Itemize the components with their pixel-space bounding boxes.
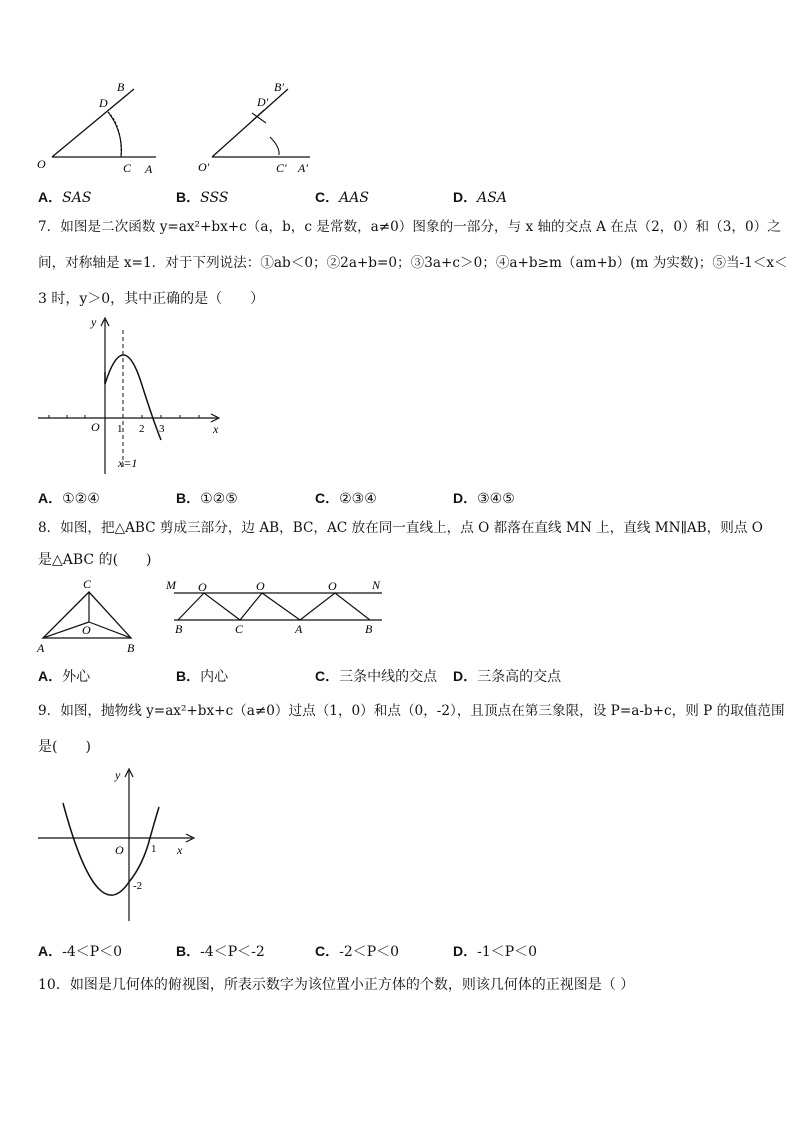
q9-text-line2: 是( ) (38, 739, 91, 755)
q7-option-a[interactable] (38, 488, 100, 508)
label-C: C (123, 161, 132, 175)
graph-y-label: y (115, 768, 121, 782)
option-letter: A． (38, 668, 63, 684)
q7-text-line2: 间，对称轴是 x=1．对于下列说法：①ab＜0；②2a+b=0；③3a+c＞0；④a+b≥m（am+b）(m 为实数)；⑤当-1＜x＜ (38, 255, 788, 271)
option-letter: A． (38, 189, 63, 205)
label-C-prime: C′ (276, 161, 287, 175)
option-text: 三条高的交点 (477, 669, 562, 685)
q8-text-line1: 8．如图，把△ABC 剪成三部分，边 AB，BC，AC 放在同一直线上，点 O 都落在直线 MN 上，直线 MN∥AB，则点 O (38, 520, 763, 536)
graph-x-label: x (213, 422, 219, 436)
q6-option-a[interactable] (38, 187, 91, 207)
graph-origin-label: O (115, 843, 124, 857)
q9-option-d[interactable] (453, 941, 537, 961)
q7-text-line1: 7．如图是二次函数 y=ax²+bx+c（a，b，c 是常数，a≠0）图象的一部分，与 x 轴的交点 A 在点（2，0）和（3，0）之 (38, 219, 781, 235)
option-text: 内心 (200, 669, 229, 685)
option-letter: C． (315, 189, 340, 205)
graph-origin-label: O (91, 420, 100, 434)
option-text: 外心 (62, 669, 91, 685)
q6-figure-1 (30, 75, 170, 180)
graph-x-label: x (177, 843, 183, 857)
q9-graph (35, 765, 200, 925)
q8-text-line2: 是△ABC 的( ) (38, 552, 152, 568)
option-letter: B． (176, 668, 201, 684)
q8-option-a[interactable] (38, 666, 90, 686)
q9-option-a[interactable] (38, 941, 122, 961)
q8-option-b[interactable] (176, 666, 228, 686)
label-C: C (83, 577, 92, 591)
option-letter: D． (453, 943, 478, 959)
option-text: ②③④ (339, 491, 377, 507)
label-A-prime: A′ (298, 161, 308, 175)
option-text: AAS (339, 190, 369, 206)
tick-label-2: 2 (139, 423, 145, 435)
option-letter: B． (176, 189, 201, 205)
option-letter: D． (453, 668, 478, 684)
label-A: A (295, 622, 303, 636)
option-letter: A． (38, 490, 63, 506)
q8-strip-figure (160, 575, 390, 645)
option-letter: C． (315, 668, 340, 684)
label-O-2: O (256, 579, 265, 593)
label-B: B (117, 80, 125, 94)
q7-text-line3: 3 时，y＞0，其中正确的是（ ） (38, 291, 265, 307)
q6-option-c[interactable] (315, 187, 369, 207)
option-letter: A． (38, 943, 63, 959)
label-O-1: O (198, 580, 207, 594)
option-text: -4＜P＜0 (62, 944, 123, 960)
option-letter: C． (315, 943, 340, 959)
option-text: 三条中线的交点 (339, 669, 438, 685)
symmetry-axis-label: x=1 (118, 456, 138, 470)
q7-graph (35, 312, 225, 477)
q7-option-b[interactable] (176, 488, 238, 508)
label-B-1: B (175, 622, 183, 636)
q8-option-d[interactable] (453, 666, 561, 686)
option-text: ①②④ (62, 491, 100, 507)
label-D: D (99, 96, 108, 110)
label-O-3: O (328, 579, 337, 593)
option-letter: B． (176, 490, 201, 506)
label-N: N (372, 578, 381, 592)
q9-option-c[interactable] (315, 941, 399, 961)
q10-text-line1: 10．如图是几何体的俯视图，所表示数字为该位置小正方体的个数，则该几何体的正视图是（ ） (38, 977, 635, 993)
label-O-prime: O′ (198, 160, 210, 174)
option-letter: D． (453, 490, 478, 506)
q6-option-d[interactable] (453, 187, 507, 207)
q9-option-b[interactable] (176, 941, 265, 961)
label-O: O (37, 157, 46, 171)
label-C: C (235, 622, 244, 636)
q8-option-c[interactable] (315, 666, 437, 686)
option-letter: D． (453, 189, 478, 205)
option-text: -4＜P＜-2 (200, 944, 265, 960)
graph-y-label: y (91, 315, 97, 329)
label-B-prime: B′ (274, 80, 284, 94)
label-O: O (82, 623, 91, 637)
q6-option-b[interactable] (176, 187, 228, 207)
label-D-prime: D′ (257, 95, 269, 109)
option-letter: B． (176, 943, 201, 959)
label-B: B (127, 641, 135, 655)
option-text: SSS (200, 190, 229, 206)
tick-label-minus-2: -2 (133, 880, 143, 892)
tick-label-1: 1 (151, 843, 157, 855)
option-text: -1＜P＜0 (477, 944, 538, 960)
option-text: -2＜P＜0 (339, 944, 400, 960)
option-text: ASA (477, 190, 507, 206)
q9-text-line1: 9．如图，抛物线 y=ax²+bx+c（a≠0）过点（1，0）和点（0，-2），且顶点在第三象限，设 P=a-b+c，则 P 的取值范围 (38, 703, 785, 719)
q7-option-c[interactable] (315, 488, 377, 508)
label-B-2: B (365, 622, 373, 636)
q6-figure-2 (190, 75, 320, 180)
q8-triangle-figure (33, 575, 148, 655)
label-M: M (166, 578, 176, 592)
tick-label-1: 1 (117, 423, 123, 435)
q7-option-d[interactable] (453, 488, 515, 508)
tick-label-3: 3 (159, 423, 165, 435)
option-letter: C． (315, 490, 340, 506)
option-text: ③④⑤ (477, 491, 515, 507)
option-text: ①②⑤ (200, 491, 238, 507)
option-text: SAS (62, 190, 92, 206)
label-A: A (145, 162, 153, 176)
label-A: A (37, 641, 45, 655)
